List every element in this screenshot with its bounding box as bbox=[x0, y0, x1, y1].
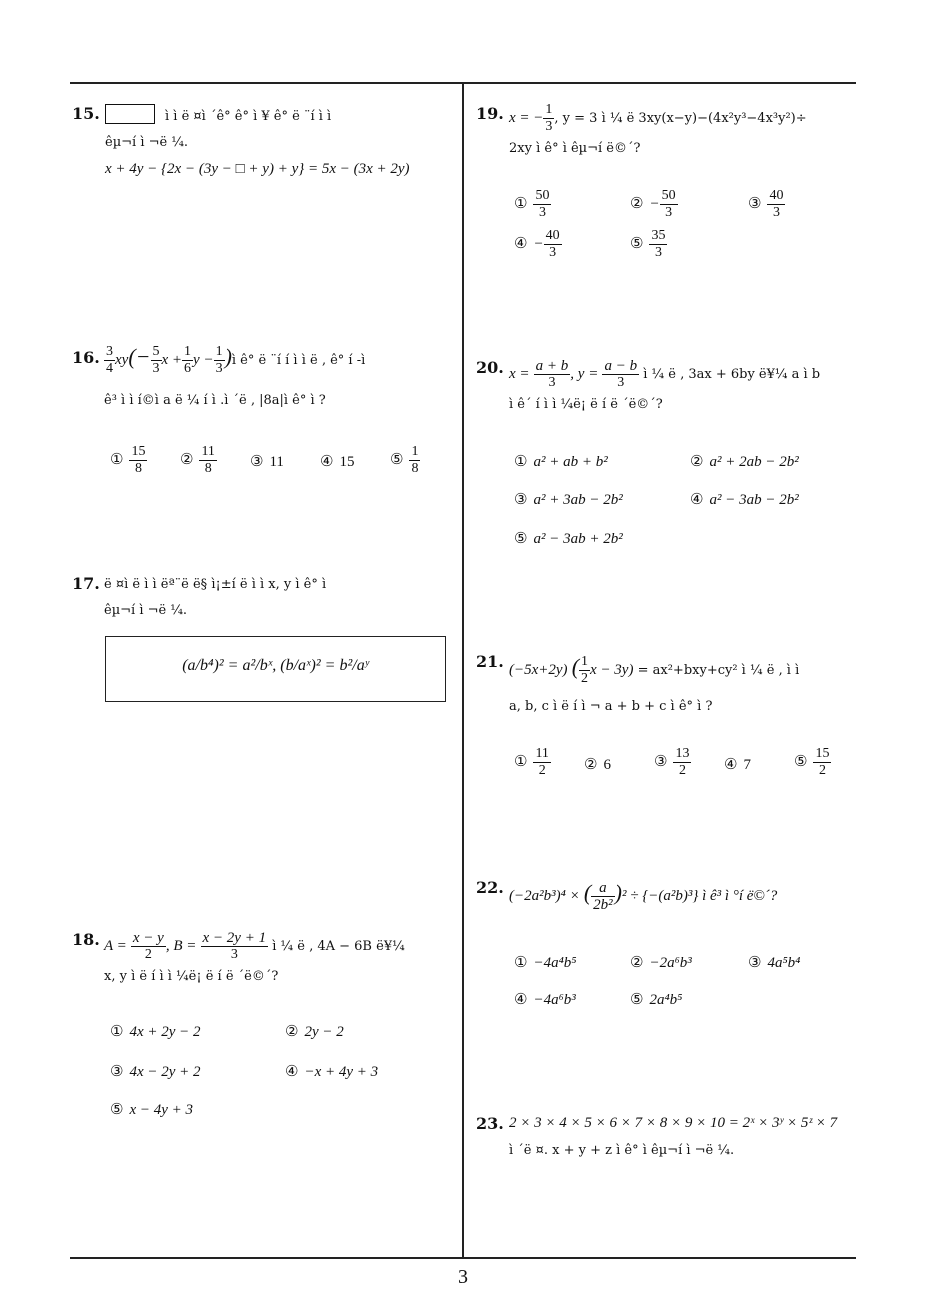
choice-5[interactable] bbox=[630, 990, 682, 1009]
choice-2[interactable] bbox=[584, 755, 611, 774]
choice-mark: ⑤ bbox=[110, 1100, 124, 1118]
fraction bbox=[409, 444, 420, 477]
question-text-line1: ë ¤ì ë ì ì ëª¨ë ë§ ì¡±í ë ì ì x, y ì ê° ì bbox=[104, 577, 327, 592]
choice-mark: ⑤ bbox=[630, 233, 644, 252]
numerator: a − b bbox=[604, 358, 638, 374]
expr: xy bbox=[115, 352, 129, 368]
fraction bbox=[673, 746, 691, 779]
fraction bbox=[151, 344, 162, 377]
denominator: 2 bbox=[144, 947, 152, 962]
choice-text: a² + ab + b² bbox=[533, 454, 608, 470]
choice-text: 2a⁴b⁵ bbox=[649, 992, 683, 1008]
numerator: 50 bbox=[535, 188, 550, 203]
numerator: x − y bbox=[132, 930, 164, 946]
choice-text: a² − 3ab + 2b² bbox=[533, 531, 623, 547]
numerator: 1 bbox=[215, 344, 223, 359]
denominator: 3 bbox=[549, 245, 557, 260]
denominator: 2 bbox=[818, 763, 826, 778]
fraction bbox=[660, 188, 678, 221]
choice-text: x − 4y + 3 bbox=[129, 1102, 194, 1118]
choice-3[interactable] bbox=[250, 452, 284, 471]
question-text-line1 bbox=[509, 654, 799, 687]
choice-3[interactable] bbox=[748, 188, 785, 221]
question-number: 23. bbox=[476, 1114, 504, 1133]
fraction bbox=[649, 228, 667, 261]
choice-mark: ① bbox=[514, 751, 528, 770]
expr: , y = bbox=[570, 366, 599, 382]
numerator: 11 bbox=[535, 746, 549, 761]
text: ì ì ë ¤ì ´ê° ê° ì ¥ ê° ë ¨í ì ì bbox=[165, 109, 332, 124]
choice-mark: ① bbox=[110, 449, 124, 468]
question-text-line2: a, b, c ì ë í ì ¬ a + b + c ì ê° ì ? bbox=[509, 699, 713, 714]
choice-mark: ⑤ bbox=[794, 751, 808, 770]
numerator: 1 bbox=[581, 654, 589, 669]
expr: x = − bbox=[509, 110, 544, 126]
numerator: a + b bbox=[535, 358, 569, 374]
choice-text: a² − 3ab − 2b² bbox=[709, 492, 799, 508]
fraction bbox=[182, 344, 193, 377]
choice-text: 7 bbox=[743, 757, 751, 773]
paren: (− bbox=[128, 344, 151, 369]
question-text-line2: x, y ì ë í ì ì ¼ë¡ ë í ë ´ë©´? bbox=[104, 969, 279, 984]
sign: − bbox=[533, 235, 544, 252]
expr: ² ÷ {−(a²b)³} ì ê³ ì °í ë©´? bbox=[622, 888, 778, 904]
choice-4[interactable] bbox=[285, 1062, 378, 1081]
expr: y − bbox=[193, 352, 214, 368]
expr: , B = bbox=[165, 938, 197, 954]
choice-mark: ① bbox=[514, 452, 528, 470]
denominator: 3 bbox=[545, 119, 553, 134]
fraction bbox=[129, 444, 147, 477]
denominator: 3 bbox=[215, 361, 223, 376]
choice-2[interactable] bbox=[285, 1022, 344, 1041]
text: ì ¼ ë ‚ 3ax + 6by ë¥¼ a ì b bbox=[643, 367, 821, 382]
choice-mark: ⑤ bbox=[514, 529, 528, 547]
box-equation: (a/b⁴)² = a²/bˣ, (b/aˣ)² = b²/aʸ bbox=[182, 657, 369, 674]
fraction bbox=[533, 746, 550, 779]
numerator: 40 bbox=[769, 188, 784, 203]
fraction bbox=[214, 344, 225, 377]
text: ì ¼ ë ‚ 4A − 6B ë¥¼ bbox=[272, 939, 405, 954]
choice-1[interactable] bbox=[110, 1022, 201, 1041]
fraction bbox=[104, 344, 115, 377]
question-number: 20. bbox=[476, 358, 504, 377]
choice-4[interactable] bbox=[724, 755, 751, 774]
denominator: 3 bbox=[665, 205, 673, 220]
choice-2[interactable] bbox=[630, 953, 692, 972]
choice-text: a² + 3ab − 2b² bbox=[533, 492, 623, 508]
choice-4[interactable] bbox=[514, 228, 562, 261]
answer-blank-box bbox=[105, 104, 155, 124]
fraction bbox=[579, 654, 590, 687]
choice-mark: ② bbox=[630, 193, 644, 212]
question-number: 18. bbox=[72, 930, 100, 949]
fraction bbox=[533, 188, 551, 221]
expr: (−5x+2y) bbox=[509, 662, 568, 678]
choice-2[interactable] bbox=[690, 452, 799, 471]
expr: x − 3y) bbox=[590, 662, 634, 678]
numerator: 5 bbox=[152, 344, 160, 359]
numerator: 40 bbox=[545, 228, 560, 243]
sign: − bbox=[649, 195, 660, 212]
choice-mark: ③ bbox=[748, 193, 762, 212]
choice-mark: ② bbox=[584, 755, 598, 773]
denominator: 3 bbox=[617, 375, 625, 390]
expr: (−2a²b³)⁴ × bbox=[509, 888, 580, 904]
fraction bbox=[767, 188, 785, 221]
choice-text: −2a⁶b³ bbox=[649, 955, 692, 971]
choice-5[interactable] bbox=[390, 444, 420, 477]
choice-mark: ② bbox=[285, 1022, 299, 1040]
fraction bbox=[201, 930, 269, 963]
choice-text: 4a⁵b⁴ bbox=[767, 955, 801, 971]
numerator: 13 bbox=[675, 746, 690, 761]
choice-1[interactable] bbox=[514, 953, 577, 972]
choice-mark: ④ bbox=[690, 490, 704, 508]
choice-5[interactable] bbox=[794, 746, 831, 779]
denominator: 8 bbox=[134, 461, 142, 476]
fraction bbox=[602, 358, 639, 391]
fraction bbox=[131, 930, 166, 963]
numerator: 50 bbox=[661, 188, 676, 203]
choice-mark: ② bbox=[690, 452, 704, 470]
choice-1[interactable] bbox=[514, 452, 608, 471]
condition-box bbox=[105, 636, 446, 702]
choice-mark: ③ bbox=[654, 751, 668, 770]
numerator: 1 bbox=[411, 444, 419, 459]
expr: x + bbox=[161, 352, 183, 368]
numerator: 15 bbox=[131, 444, 146, 459]
choice-2[interactable] bbox=[180, 444, 217, 477]
denominator: 8 bbox=[204, 461, 212, 476]
paren: ) bbox=[224, 344, 232, 369]
denominator: 2 bbox=[581, 671, 589, 686]
choice-text: −4a⁴b⁵ bbox=[533, 955, 577, 971]
numerator: 15 bbox=[815, 746, 830, 761]
choice-mark: ⑤ bbox=[390, 449, 404, 468]
numerator: 35 bbox=[651, 228, 666, 243]
denominator: 3 bbox=[654, 245, 662, 260]
paren: ( bbox=[571, 654, 580, 679]
fraction bbox=[543, 102, 554, 135]
choice-mark: ① bbox=[110, 1022, 124, 1040]
fraction bbox=[591, 880, 615, 913]
choice-4[interactable] bbox=[320, 452, 354, 471]
question-number: 17. bbox=[72, 574, 100, 593]
choice-text: a² + 2ab − 2b² bbox=[709, 454, 799, 470]
choice-text: −x + 4y + 3 bbox=[304, 1064, 379, 1080]
choice-text: 4x + 2y − 2 bbox=[129, 1024, 201, 1040]
denominator: 2 bbox=[678, 763, 686, 778]
choice-mark: ④ bbox=[514, 990, 528, 1008]
text: ì ê° ë ¨í í ì ì ë ‚ ê° í -ì bbox=[231, 353, 366, 368]
question-number: 19. bbox=[476, 104, 504, 123]
question-text-line2: ê³ ì ì í©ì a ë ¼ í ì .ì ´ë ‚ |8a|ì ê° ì ? bbox=[104, 393, 326, 408]
fraction bbox=[813, 746, 831, 779]
denominator: 3 bbox=[772, 205, 780, 220]
choice-mark: ③ bbox=[514, 490, 528, 508]
choice-text: 6 bbox=[603, 757, 611, 773]
choice-1[interactable] bbox=[514, 746, 551, 779]
choice-4[interactable] bbox=[514, 990, 576, 1009]
choice-text: 11 bbox=[269, 454, 284, 470]
denominator: 8 bbox=[411, 461, 419, 476]
choice-mark: ④ bbox=[724, 755, 738, 773]
choice-mark: ③ bbox=[250, 452, 264, 470]
choice-mark: ③ bbox=[110, 1062, 124, 1080]
question-text-line2: ì ´ë ¤. x + y + z ì ê° ì êµ¬í ì ¬ë ¼. bbox=[509, 1143, 735, 1158]
question-text-line2: êµ¬í ì ¬ë ¼. bbox=[105, 135, 189, 150]
fraction bbox=[544, 228, 562, 261]
choice-mark: ① bbox=[514, 953, 528, 971]
text: , y = 3 ì ¼ ë 3xy(x−y)−(4x²y³−4x³y²)÷ bbox=[554, 111, 807, 126]
bottom-rule bbox=[70, 1257, 856, 1259]
question-text-line1 bbox=[509, 358, 820, 391]
fraction bbox=[199, 444, 216, 477]
numerator: 1 bbox=[545, 102, 553, 117]
choice-text: −4a⁶b³ bbox=[533, 992, 576, 1008]
column-divider bbox=[462, 84, 464, 1258]
denominator: 3 bbox=[152, 361, 160, 376]
expr: A = bbox=[104, 938, 127, 954]
choice-5[interactable] bbox=[630, 228, 667, 261]
numerator: 3 bbox=[106, 344, 113, 359]
denominator: 3 bbox=[230, 947, 238, 962]
question-number: 15. bbox=[72, 104, 100, 123]
denominator: 2b² bbox=[593, 897, 613, 913]
question-text-line1 bbox=[509, 880, 777, 913]
choice-5[interactable] bbox=[514, 529, 623, 548]
denominator: 3 bbox=[548, 375, 556, 390]
question-text-line1 bbox=[509, 102, 807, 135]
question-text-line2: ì ê´ í ì ì ¼ë¡ ë í ë ´ë©´? bbox=[509, 397, 663, 412]
question-text-line1 bbox=[104, 344, 365, 377]
choice-mark: ③ bbox=[748, 953, 762, 971]
choice-text: 15 bbox=[339, 454, 355, 470]
question-number: 21. bbox=[476, 652, 504, 671]
page-number: 3 bbox=[458, 1266, 468, 1288]
fraction bbox=[534, 358, 571, 391]
choice-1[interactable] bbox=[110, 444, 147, 477]
paren: ) bbox=[614, 880, 622, 905]
denominator: 4 bbox=[106, 361, 113, 376]
paren: ( bbox=[583, 880, 592, 905]
numerator: 1 bbox=[184, 344, 192, 359]
choice-mark: ① bbox=[514, 193, 528, 212]
choice-mark: ② bbox=[180, 449, 194, 468]
choice-3[interactable] bbox=[110, 1062, 201, 1081]
question-number: 16. bbox=[72, 348, 100, 367]
choice-text: 2y − 2 bbox=[304, 1024, 344, 1040]
denominator: 3 bbox=[538, 205, 546, 220]
text: = ax²+bxy+cy² ì ¼ ë ‚ ì ì bbox=[637, 663, 800, 678]
choice-mark: ④ bbox=[320, 452, 334, 470]
question-text-line1: 2 × 3 × 4 × 5 × 6 × 7 × 8 × 9 × 10 = 2ˣ × 3ʸ × 5ᶻ × 7 bbox=[509, 1115, 838, 1131]
question-text-line2: 2xy ì ê° ì êµ¬í ë©´? bbox=[509, 141, 641, 156]
choice-mark: ④ bbox=[285, 1062, 299, 1080]
choice-3[interactable] bbox=[654, 746, 691, 779]
question-text-line2: êµ¬í ì ¬ë ¼. bbox=[104, 603, 188, 618]
numerator: 11 bbox=[201, 444, 215, 459]
choice-4[interactable] bbox=[690, 490, 799, 509]
choice-mark: ② bbox=[630, 953, 644, 971]
choice-1[interactable] bbox=[514, 188, 551, 221]
denominator: 6 bbox=[184, 361, 192, 376]
choice-3[interactable] bbox=[514, 490, 623, 509]
expr: x = bbox=[509, 366, 530, 382]
question-text-line1 bbox=[105, 104, 331, 130]
numerator: x − 2y + 1 bbox=[202, 930, 267, 946]
choice-3[interactable] bbox=[748, 953, 800, 972]
choice-2[interactable] bbox=[630, 188, 678, 221]
question-number: 22. bbox=[476, 878, 504, 897]
choice-mark: ④ bbox=[514, 233, 528, 252]
choice-5[interactable] bbox=[110, 1100, 193, 1119]
denominator: 2 bbox=[538, 763, 546, 778]
choice-text: 4x − 2y + 2 bbox=[129, 1064, 201, 1080]
question-text-line1 bbox=[104, 930, 405, 963]
choice-mark: ⑤ bbox=[630, 990, 644, 1008]
numerator: a bbox=[591, 880, 615, 897]
equation: x + 4y − {2x − (3y − □ + y) + y} = 5x − (3x + 2y) bbox=[105, 161, 410, 177]
